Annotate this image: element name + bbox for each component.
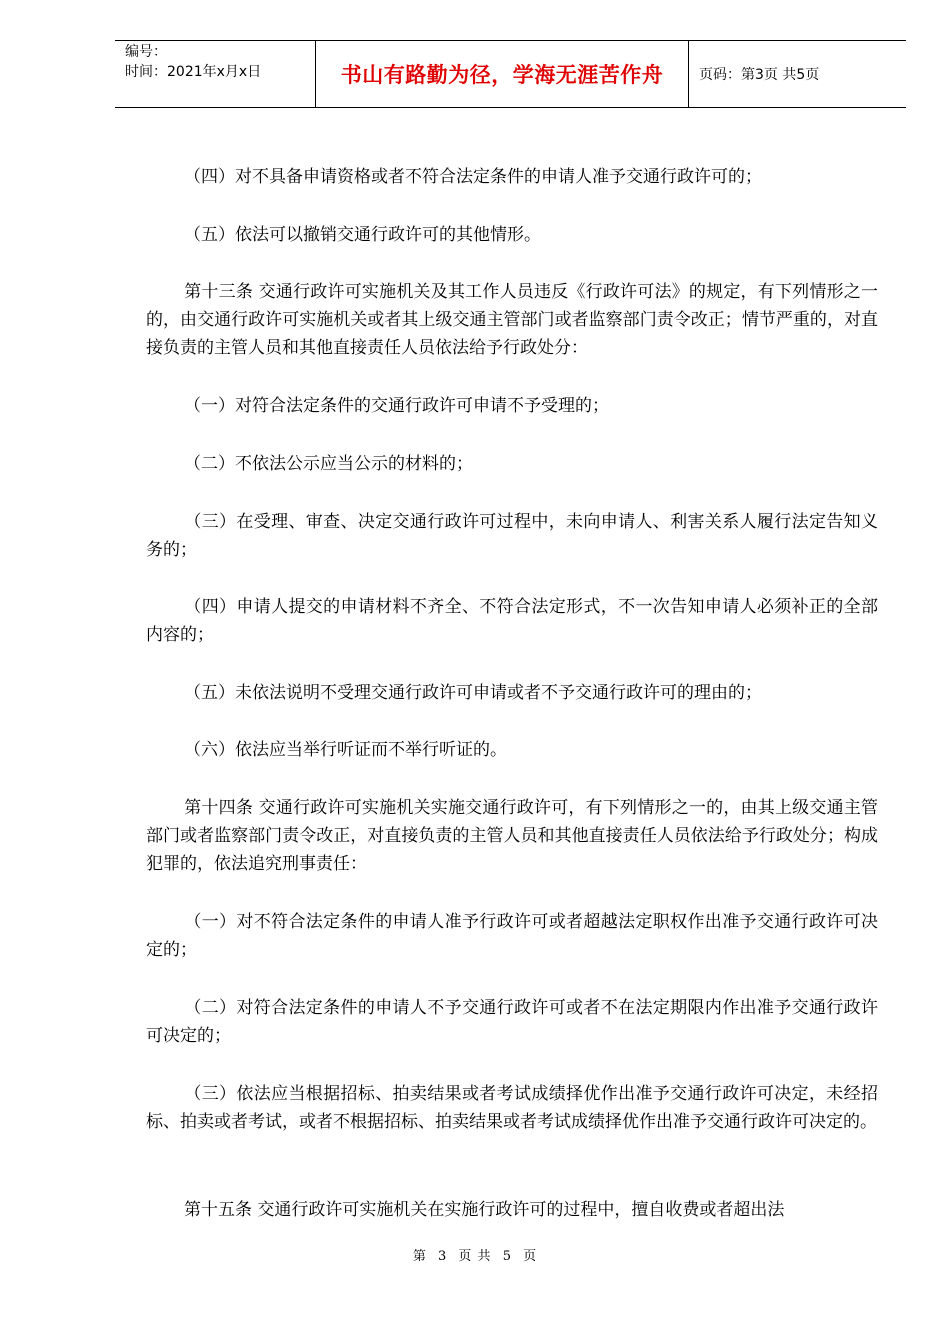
footer-suffix: 页	[523, 1249, 538, 1264]
footer-mid: 页 共	[458, 1249, 492, 1264]
paragraph: 第十三条 交通行政许可实施机关及其工作人员违反《行政许可法》的规定，有下列情形之一的，由交通行政许可实施机关或者其上级交通主管部门或者监察部门责令改正；情节严重的，对直接负责的主管人员和其他直接责任人员依法给予行政处分：	[146, 282, 878, 358]
header-motto-cell	[316, 41, 689, 107]
paragraph: （二）对符合法定条件的申请人不予交通行政许可或者不在法定期限内作出准予交通行政许可决定的；	[146, 998, 878, 1046]
header-motto: 书山有路勤为径，学海无涯苦作舟	[340, 62, 664, 87]
paragraph: （三）在受理、审查、决定交通行政许可过程中，未向申请人、利害关系人履行法定告知义务的；	[146, 512, 878, 560]
paragraph: （一）对不符合法定条件的申请人准予行政许可或者超越法定职权作出准予交通行政许可决定的；	[146, 912, 878, 960]
paragraph: （四）申请人提交的申请材料不齐全、不符合法定形式，不一次告知申请人必须补正的全部内容的；	[146, 597, 878, 645]
document-time-label: 时间：2021年x月x日	[125, 64, 262, 80]
paragraph: （六）依法应当举行听证而不举行听证的。	[184, 740, 507, 760]
footer-page-number: 3	[438, 1249, 448, 1264]
paragraph: （五）依法可以撤销交通行政许可的其他情形。	[184, 225, 541, 245]
paragraph: （五）未依法说明不受理交通行政许可申请或者不予交通行政许可的理由的；	[184, 683, 762, 703]
header-page-cell	[689, 41, 906, 107]
paragraph: （一）对符合法定条件的交通行政许可申请不予受理的；	[184, 396, 609, 416]
paragraph: （四）对不具备申请资格或者不符合法定条件的申请人准予交通行政许可的；	[184, 167, 762, 187]
header-meta-cell	[115, 41, 316, 107]
header-page-code: 页码：第3页 共5页	[699, 67, 820, 83]
footer-prefix: 第	[412, 1249, 427, 1264]
paragraph: 第十五条 交通行政许可实施机关在实施行政许可的过程中，擅自收费或者超出法	[184, 1200, 785, 1220]
paragraph: （二）不依法公示应当公示的材料的；	[184, 454, 473, 474]
paragraph: （三）依法应当根据招标、拍卖结果或者考试成绩择优作出准予交通行政许可决定，未经招标、拍卖或者考试，或者不根据招标、拍卖结果或者考试成绩择优作出准予交通行政许可决定的。	[146, 1084, 878, 1132]
document-number-label: 编号：	[125, 44, 167, 60]
paragraph: 第十四条 交通行政许可实施机关实施交通行政许可，有下列情形之一的，由其上级交通主管部门或者监察部门责令改正，对直接负责的主管人员和其他直接责任人员依法给予行政处分；构成犯罪的，依法追究刑事责任：	[146, 798, 878, 874]
page-footer	[0, 1245, 950, 1264]
footer-total-pages: 5	[502, 1249, 512, 1264]
page-header	[115, 40, 906, 108]
